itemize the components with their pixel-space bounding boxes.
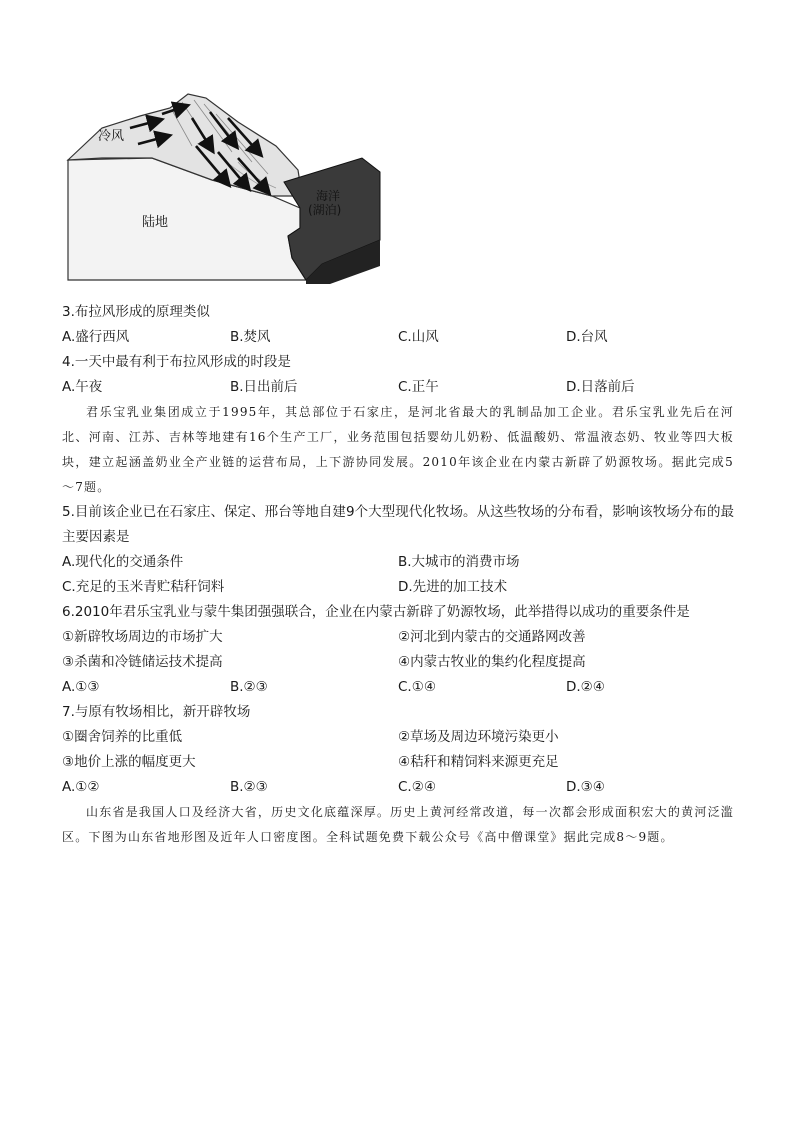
question-7-items-row-1 [62, 725, 734, 750]
item-4: ④内蒙古牧业的集约化程度提高 [398, 654, 586, 670]
question-7-options [62, 775, 734, 800]
lake-label: (湖泊) [308, 203, 342, 217]
bora-wind-diagram [62, 88, 382, 284]
option-b: B.②③ [230, 679, 268, 695]
item-4: ④秸秆和精饲料来源更充足 [398, 754, 559, 770]
question-6-stem: 6.2010年君乐宝乳业与蒙牛集团强强联合，企业在内蒙古新辟了奶源牧场，此举措得以成功的重要条件是 [62, 604, 690, 620]
item-2: ②河北到内蒙古的交通路网改善 [398, 629, 586, 645]
question-5-options-row-2 [62, 575, 734, 600]
question-5-options-row-1 [62, 550, 734, 575]
option-b: B.日出前后 [230, 379, 298, 395]
passage-shandong: 山东省是我国人口及经济大省，历史文化底蕴深厚。历史上黄河经常改道，每一次都会形成面积宏大的黄河泛滥区。下图为山东省地形图及近年人口密度图。全科试题免费下载公众号《高中僧课堂》据此完成8～9题。 [62, 805, 734, 844]
question-4-stem: 4.一天中最有利于布拉风形成的时段是 [62, 354, 291, 370]
land-label: 陆地 [142, 215, 169, 230]
item-1: ①新辟牧场周边的市场扩大 [62, 629, 223, 645]
question-7-stem: 7.与原有牧场相比，新开辟牧场 [62, 704, 251, 720]
option-d: D.台风 [566, 329, 608, 345]
question-7-items-row-2 [62, 750, 734, 775]
option-d: D.日落前后 [566, 379, 635, 395]
option-b: B.②③ [230, 779, 268, 795]
cold-wind-label: 冷风 [98, 129, 125, 144]
option-c: C.②④ [398, 779, 436, 795]
question-5-stem: 5.目前该企业已在石家庄、保定、邢台等地自建9个大型现代化牧场。从这些牧场的分布看，影响该牧场分布的最主要因素是 [62, 504, 734, 545]
question-3-options [62, 325, 734, 350]
question-6-items-row-1 [62, 625, 734, 650]
option-a: A.盛行西风 [62, 329, 130, 345]
option-a: A.午夜 [62, 379, 103, 395]
question-3-stem: 3.布拉风形成的原理类似 [62, 304, 210, 320]
question-6-options [62, 675, 734, 700]
passage-junlebao: 君乐宝乳业集团成立于1995年，其总部位于石家庄，是河北省最大的乳制品加工企业。君乐宝乳业先后在河北、河南、江苏、吉林等地建有16个生产工厂，业务范围包括婴幼儿奶粉、低温酸奶、常温液态奶、牧业等四大板块，建立起涵盖奶业全产业链的运营布局，上下游协同发展。2010年该企业在内蒙古新辟了奶源牧场。据此完成5～7题。 [62, 405, 734, 494]
exam-content [62, 300, 734, 850]
option-c: C.充足的玉米青贮秸秆饲料 [62, 579, 225, 595]
sea-label: 海洋 [316, 189, 341, 203]
option-a: A.①② [62, 779, 100, 795]
option-c: C.①④ [398, 679, 436, 695]
option-c: C.正午 [398, 379, 439, 395]
item-2: ②草场及周边环境污染更小 [398, 729, 559, 745]
item-3: ③杀菌和冷链储运技术提高 [62, 654, 223, 670]
option-d: D.③④ [566, 779, 605, 795]
option-a: A.现代化的交通条件 [62, 554, 184, 570]
option-d: D.先进的加工技术 [398, 579, 508, 595]
option-c: C.山风 [398, 329, 439, 345]
question-6-items-row-2 [62, 650, 734, 675]
terrain-block-diagram [62, 88, 382, 284]
option-a: A.①③ [62, 679, 100, 695]
option-b: B.焚风 [230, 329, 271, 345]
question-4-options [62, 375, 734, 400]
option-b: B.大城市的消费市场 [398, 554, 520, 570]
item-3: ③地价上涨的幅度更大 [62, 754, 196, 770]
option-d: D.②④ [566, 679, 605, 695]
item-1: ①圈舍饲养的比重低 [62, 729, 183, 745]
